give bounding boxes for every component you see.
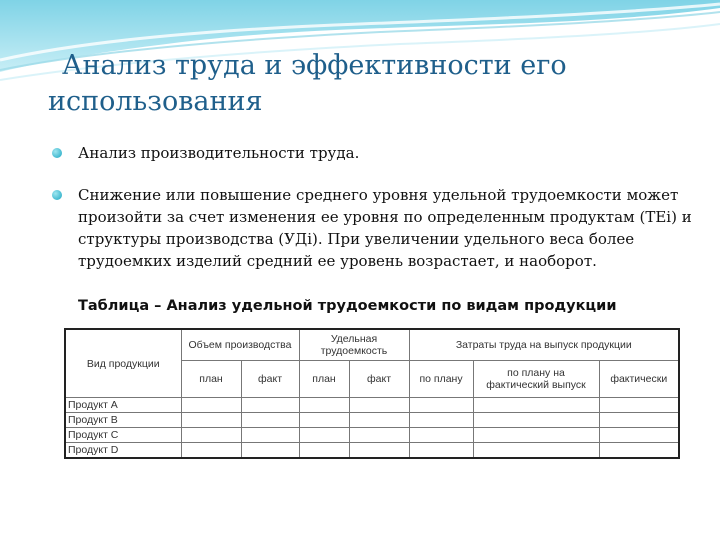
bullet-dot-icon: [52, 148, 62, 158]
col-header-plan-on-actual: по плану на фактический выпуск: [473, 361, 599, 398]
table-row: [65, 413, 679, 428]
table-cell: [409, 428, 473, 443]
table-row: [65, 398, 679, 413]
row-product-name: Продукт А: [65, 398, 181, 413]
table-cell: [599, 413, 679, 428]
table-cell: [181, 398, 241, 413]
table-cell: [599, 398, 679, 413]
col-header-volume-plan: план: [181, 361, 241, 398]
row-product-name: Продукт В: [65, 413, 181, 428]
table-cell: [409, 413, 473, 428]
table-cell: [473, 413, 599, 428]
table-caption: Таблица – Анализ удельной трудоемкости по видам продукции: [78, 298, 617, 314]
table-row: [65, 428, 679, 443]
table-cell: [241, 398, 299, 413]
slide-title-line-1: Анализ труда и эффективности его: [62, 50, 567, 81]
bullet-text: Анализ производительности труда.: [78, 144, 360, 162]
col-header-product-type: Вид продукции: [65, 329, 181, 398]
table-cell: [349, 398, 409, 413]
row-product-name: Продукт D: [65, 443, 181, 459]
bullet-list: [52, 142, 692, 292]
col-header-volume-fact: факт: [241, 361, 299, 398]
table-cell: [473, 428, 599, 443]
table-cell: [181, 443, 241, 459]
table-cell: [181, 413, 241, 428]
table-cell: [241, 428, 299, 443]
row-product-name: Продукт С: [65, 428, 181, 443]
table-cell: [299, 443, 349, 459]
bullet-dot-icon: [52, 190, 62, 200]
table-cell: [349, 428, 409, 443]
slide-title-line-2: использования: [48, 86, 263, 117]
table-cell: [299, 398, 349, 413]
table-cell: [241, 413, 299, 428]
col-header-unit-labor: Удельная трудоемкость: [299, 329, 409, 361]
col-header-labor-costs: Затраты труда на выпуск продукции: [409, 329, 679, 361]
table-cell: [349, 413, 409, 428]
col-header-unit-fact: факт: [349, 361, 409, 398]
col-header-unit-plan: план: [299, 361, 349, 398]
table-cell: [299, 413, 349, 428]
bullet-item: [52, 184, 692, 272]
col-header-actual: фактически: [599, 361, 679, 398]
table-cell: [599, 443, 679, 459]
col-header-by-plan: по плану: [409, 361, 473, 398]
bullet-item: [52, 142, 692, 164]
table-cell: [349, 443, 409, 459]
labor-intensity-table: [64, 328, 680, 459]
table-cell: [299, 428, 349, 443]
table-row: [65, 443, 679, 459]
table-cell: [473, 443, 599, 459]
table-cell: [409, 398, 473, 413]
table-cell: [241, 443, 299, 459]
bullet-text: Снижение или повышение среднего уровня удельной трудоемкости может произойти за счет изменения ее уровня по определенным продуктам (ТЕi) и структуры производства (УДi). При увеличении удельного веса более трудоемких изделий средний ее уровень возрастает, и наоборот.: [78, 186, 692, 270]
table-cell: [409, 443, 473, 459]
col-header-volume: Объем производства: [181, 329, 299, 361]
table-cell: [181, 428, 241, 443]
slide-title: [48, 48, 688, 120]
table-cell: [599, 428, 679, 443]
table-cell: [473, 398, 599, 413]
